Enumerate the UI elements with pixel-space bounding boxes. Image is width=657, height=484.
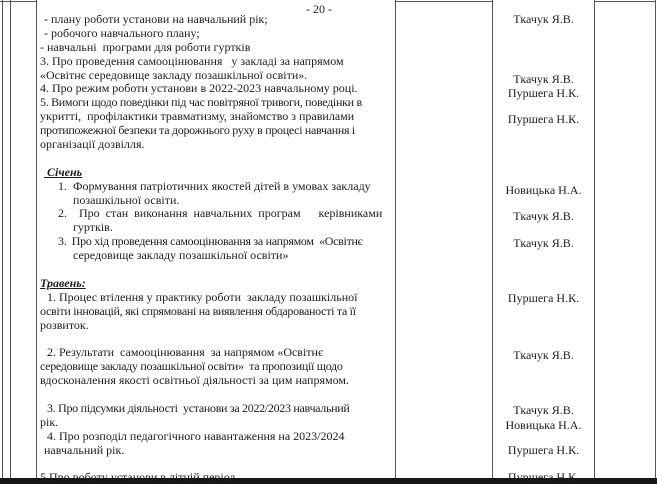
plan-line: позашкільної освіти. — [73, 192, 180, 207]
plan-line: гуртків. — [73, 220, 113, 235]
responsible-name: Новицька Н.А. — [505, 418, 582, 432]
plan-line: - навчальні програми для роботи гуртків — [40, 39, 251, 54]
plan-line: укритті, профілактики травматизму, знайомство з правилами — [40, 109, 355, 124]
plan-line: - робочого навчального плану; — [44, 25, 200, 40]
plan-line: середовище закладу позашкільної освіти» — [73, 248, 289, 263]
plan-line: 5. Вимоги щодо поведінки під час повітряної тривоги, поведінки в — [40, 95, 362, 110]
table-border-col-notes — [594, 0, 595, 479]
table-border-top-date — [395, 1, 493, 2]
responsible-name: Ткачук Я.В. — [513, 12, 574, 26]
plan-line: - плану роботи установи на навчальний рік; — [44, 12, 268, 26]
responsible-name: Ткачук Я.В. — [513, 236, 574, 250]
plan-line: навчальний рік. — [44, 442, 125, 457]
plan-line: розвиток. — [40, 317, 89, 332]
plan-line: 4. Про режим роботи установи в 2022-2023 навчальному році. — [40, 81, 358, 96]
plan-line: 1. Формування патріотичних якостей дітей в умовах закладу — [58, 178, 371, 193]
plan-line — [40, 388, 395, 402]
page-number: - 20 - — [306, 2, 332, 16]
plan-line: 4. Про розподіл педагогічного навантаження на 2023/2024 — [47, 428, 345, 443]
plan-line: 3. Про підсумки діяльності установи за 2022/2023 навчальний — [47, 400, 350, 415]
plan-line: 1. Процес втілення у практику роботи закладу позашкільної — [47, 289, 358, 304]
plan-line: освіти інновацій, які спрямовані на виявлення обдарованості та її — [40, 303, 356, 318]
table-border-top-right — [594, 1, 656, 2]
table-border-col-number — [10, 0, 11, 479]
table-border-outer-left — [2, 0, 3, 479]
responsible-name: Пуршега Н.К. — [507, 470, 580, 484]
responsible-name: Пуршега Н.К. — [507, 291, 580, 305]
plan-line: 3. Про проведення самооцінювання у закладі за напрямом — [40, 53, 344, 68]
plan-line — [40, 263, 395, 277]
table-border-outer-right — [655, 0, 656, 479]
plan-line — [40, 152, 395, 166]
table-border-top-left — [0, 1, 37, 2]
responsible-column — [493, 0, 594, 484]
plan-line: вдосконалення якості освітньої діяльності за цим напрямом. — [40, 373, 349, 388]
plan-line: протипожежної безпеки та дорожнього руху в процесі навчання і — [40, 123, 355, 138]
plan-line: організації дозвілля. — [40, 137, 145, 152]
plan-line — [40, 332, 395, 346]
responsible-name: Ткачук Я.В. — [513, 403, 574, 417]
plan-line: 2. Результати самооцінювання за напрямом «Освітнє — [47, 345, 324, 360]
plan-line: рік. — [40, 414, 59, 429]
responsible-name: Новицька Н.А. — [505, 183, 582, 197]
responsible-name: Ткачук Я.В. — [513, 209, 574, 223]
responsible-name: Пуршега Н.К. — [507, 112, 580, 126]
plan-line — [40, 458, 395, 472]
table-border-col-content — [36, 0, 37, 479]
plan-column — [40, 13, 395, 484]
plan-line: 2. Про стан виконання навчальних програм керівниками — [58, 206, 383, 221]
responsible-name: Ткачук Я.В. — [513, 348, 574, 362]
month-heading: Січень — [44, 164, 83, 179]
plan-line: «Освітнє середовище закладу позашкільної освіти». — [40, 67, 308, 82]
table-border-col-date — [395, 0, 396, 479]
responsible-name: Пуршега Н.К. — [507, 443, 580, 457]
responsible-name: Ткачук Я.В. — [513, 72, 574, 86]
responsible-name: Пуршега Н.К. — [507, 86, 580, 100]
plan-line: 3. Про хід проведення самооцінювання за напрямом «Освітнє — [58, 234, 363, 249]
month-heading: Травень: — [40, 275, 86, 290]
plan-line: середовище закладу позашкільної освіти» та пропозиції щодо — [40, 359, 343, 374]
plan-line: 5.Про роботу установи в літній період — [40, 470, 236, 484]
